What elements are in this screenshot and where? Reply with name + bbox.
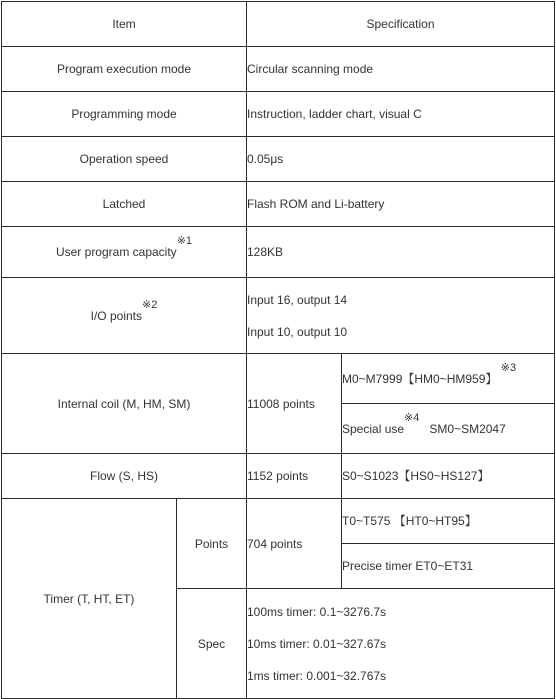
capacity-label: User program capacity [55,245,177,259]
table-row [2,354,555,404]
row-value [247,278,555,354]
flow-detail: S0~S1023【HS0~HS127】 [342,454,555,499]
row-label: Program execution mode [2,47,247,92]
row-label: Latched [2,182,247,227]
timer-spec-2: 10ms timer: 0.01~327.67s [247,636,387,651]
table-row [2,499,555,544]
table-row [2,454,555,499]
header-row [2,2,555,47]
table-row [2,227,555,278]
coil-points: 11008 points [247,354,342,454]
table-row [2,92,555,137]
coil-range: M0~M7999【HM0~HM959】 [342,371,498,386]
coil-special-prefix: Special use [342,421,405,436]
coil-detail-2 [342,404,555,454]
row-label: Operation speed [2,137,247,182]
row-label: Internal coil (M, HM, SM) [2,354,247,454]
footnote-mark: ※2 [142,298,158,311]
io-value-2: Input 10, output 10 [247,324,348,339]
timer-detail-2: Precise timer ET0~ET31 [342,544,555,589]
header-specification: Specification [247,2,555,47]
row-label: Programming mode [2,92,247,137]
timer-points: 704 points [247,499,342,589]
table-row [2,182,555,227]
timer-spec-3: 1ms timer: 0.001~32.767s [247,668,387,683]
timer-points-label: Points [177,499,247,589]
timer-spec [247,589,555,699]
table-row [2,137,555,182]
table-row [2,47,555,92]
table-row [2,278,555,354]
flow-points: 1152 points [247,454,342,499]
row-value: Circular scanning mode [247,47,555,92]
header-item: Item [2,2,247,47]
row-value: Instruction, ladder chart, visual C [247,92,555,137]
row-label [2,227,247,278]
footnote-mark: ※4 [404,411,420,424]
io-value-1: Input 16, output 14 [247,292,348,307]
io-label: I/O points [90,308,142,323]
coil-special-range: SM0~SM2047 [429,421,506,436]
footnote-mark: ※3 [500,361,517,374]
coil-detail-1 [342,354,555,404]
timer-spec-1: 100ms timer: 0.1~3276.7s [247,604,387,619]
timer-detail-1: T0~T575 【HT0~HT95】 [342,499,555,544]
row-label: Timer (T, HT, ET) [2,499,177,699]
spec-table [1,1,555,699]
row-label [2,278,247,354]
row-value: 128KB [247,227,555,278]
row-value: 0.05μs [247,137,555,182]
row-label: Flow (S, HS) [2,454,247,499]
footnote-mark: ※1 [176,235,193,247]
timer-spec-label: Spec [177,589,247,699]
row-value: Flash ROM and Li-battery [247,182,555,227]
